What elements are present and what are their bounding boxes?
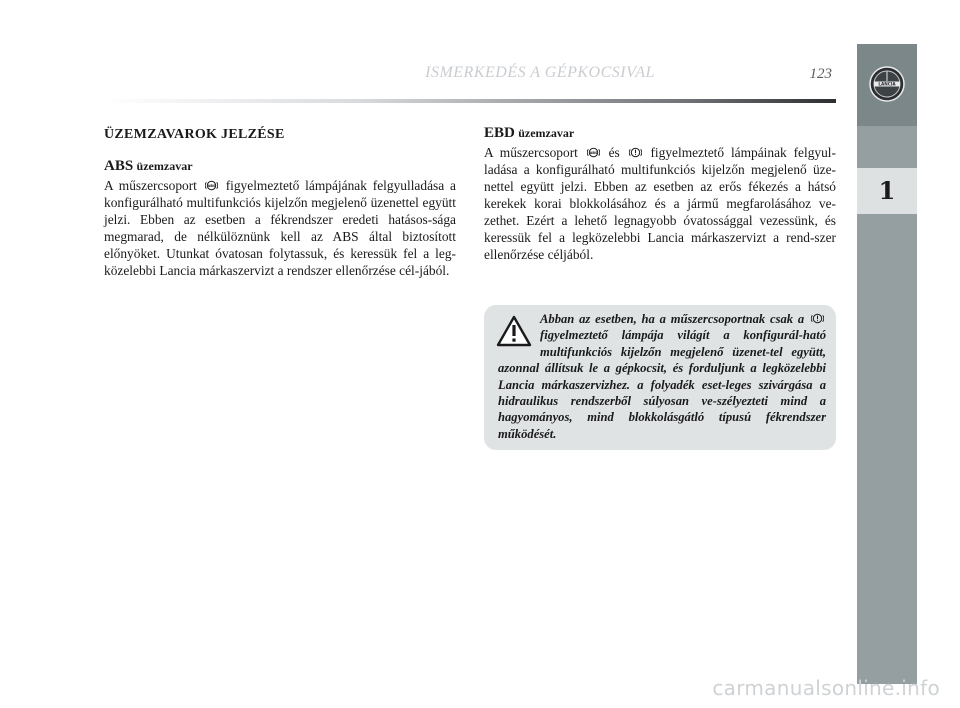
sidebar: [857, 44, 917, 684]
lancia-logo-icon: [869, 66, 905, 102]
ebd-text-after: figyelmeztető lámpáinak felgyul-ladása a konfigurálható multifunkciós kijelzőn megjelenő üze-nettel együtt jelzi. Ebben az esetben az erős fékezés a hátsó kerekek korai blokkolásához és a jármű megfarolásához ve-zethet. Ezért a lehető legnagyobb óvatossággal vezessünk, és keressük fel a legközelebbi Lancia márkaszervizt a rend-szer ellenőrzése céljából.: [484, 145, 836, 262]
abs-heading-sub: üzemzavar: [136, 159, 193, 173]
warning-text: [498, 311, 826, 442]
brake-warning-icon: [629, 147, 642, 158]
header-title: ISMERKEDÉS A GÉPKOCSIVAL: [425, 64, 655, 81]
sidebar-logo-area: [857, 44, 917, 126]
ebd-heading-sub: üzemzavar: [518, 126, 575, 140]
abs-text-before: A műszercsoport: [104, 178, 197, 193]
chapter-tab[interactable]: 1: [857, 168, 917, 214]
svg-text:ABS: ABS: [207, 184, 216, 188]
section-title: ÜZEMZAVAROK JELZÉSE: [104, 127, 285, 142]
abs-heading-main: ABS: [104, 158, 134, 174]
ebd-text-before: A műszercsoport: [484, 145, 578, 160]
warning-text-after: figyelmeztető lámpája világít a konfigurál-ható multifunkciós kijelzőn megjelenő üzenet-tel együtt, azonnal állítsuk le a gépkocsit, és forduljunk a legközelebbi Lancia márkaszervizhez. a folyadék eset-leges szivárgása a hidraulikus rendszerből súlyosan ve-szélyezteti mind a hagyományos, mind blokkolásgátló típusú fékrendszer működését.: [498, 328, 826, 441]
abs-warning-icon: [205, 180, 218, 191]
brake-warning-icon: [811, 313, 824, 324]
abs-heading: [104, 157, 456, 175]
ebd-text-between: és: [608, 145, 620, 160]
watermark: carmanualsonline.info: [712, 676, 940, 700]
page-number: 123: [809, 66, 832, 82]
logo-text: LANCIA: [878, 81, 896, 87]
ebd-paragraph: [484, 144, 836, 263]
right-column: [484, 120, 836, 263]
svg-text:ABS: ABS: [589, 151, 598, 155]
warning-text-before: Abban az esetben, ha a műszercsoportnak csak a: [540, 312, 805, 326]
abs-paragraph: [104, 177, 456, 279]
warning-box: [484, 305, 836, 450]
abs-warning-icon: [587, 147, 600, 158]
header-rule: [104, 99, 836, 103]
abs-text-after: figyelmeztető lámpájának felgyulladása a konfigurálható multifunkciós kijelzőn megjelenő üzenettel együtt jelzi. Ebben az esetben a fékrendszer eredeti hatásos-sága megmarad, de nélkülöznünk kell az ABS által biztosított előnyöket. Utunkat óvatosan folytassuk, és keressük fel a leg-közelebbi Lancia márkaszervizt a rendszer ellenőrzése cél-jából.: [104, 178, 456, 278]
ebd-heading-main: EBD: [484, 125, 515, 141]
left-column: [104, 120, 456, 279]
ebd-heading: [484, 124, 836, 142]
